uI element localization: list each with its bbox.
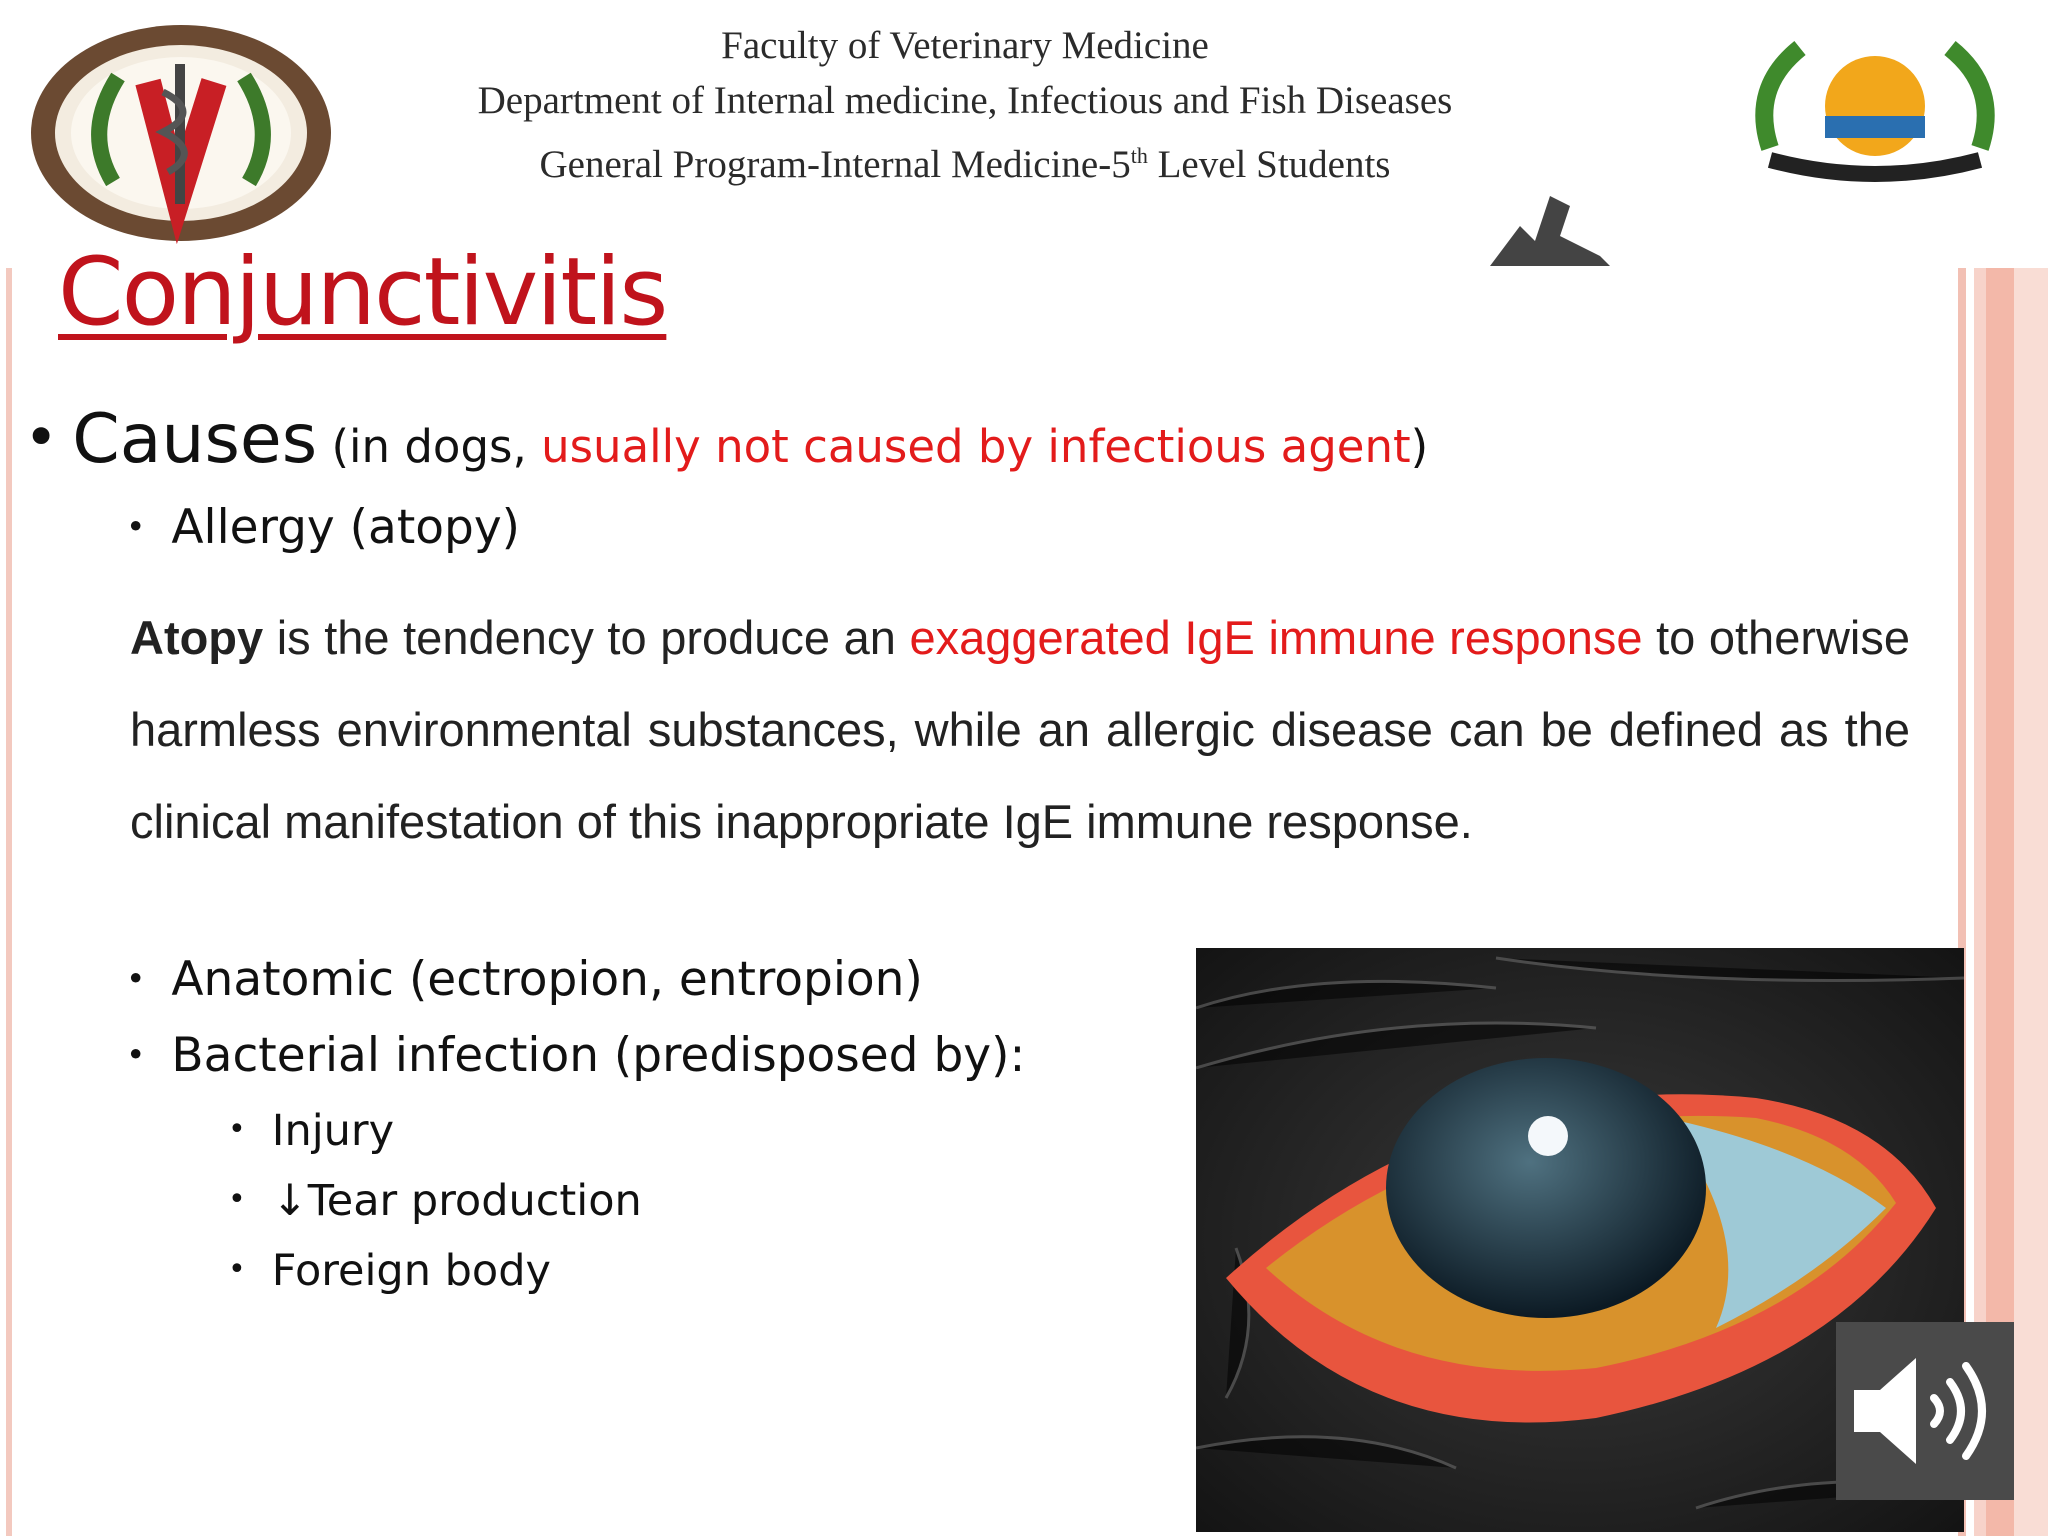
- bullet-icon: •: [24, 403, 59, 472]
- header-department: Department of Internal medicine, Infectious and Fish Diseases: [477, 79, 1453, 122]
- causes-heading: • Causes (in dogs, usually not caused by infectious agent): [24, 400, 1429, 479]
- bullet-icon: •: [126, 507, 146, 546]
- university-logo: [1730, 28, 2020, 198]
- bullet-icon: •: [126, 1035, 146, 1074]
- audio-play-button[interactable]: [1836, 1322, 2014, 1500]
- left-stripe: [6, 268, 12, 1536]
- bullet-icon: •: [228, 1182, 246, 1217]
- partial-graphic: [1480, 196, 1620, 266]
- sub-item-foreign-body: • Foreign body: [228, 1246, 551, 1296]
- faculty-logo: [28, 22, 334, 244]
- slide-title: Conjunctivitis: [58, 238, 667, 347]
- sub-item-injury: • Injury: [228, 1106, 395, 1156]
- sub-item-tear: • ↓Tear production: [228, 1176, 642, 1226]
- header-program: General Program-Internal Medicine-5th Level Students: [539, 143, 1391, 186]
- bullet-icon: •: [126, 959, 146, 998]
- atopy-definition: Atopy is the tendency to produce an exaggerated IgE immune response to otherwise harmless environmental substances, while an allergic disease can be defined as the clinical manifestation of this inappropriate IgE immune response.: [130, 611, 1911, 848]
- list-item-bacterial: • Bacterial infection (predisposed by):: [126, 1028, 1026, 1083]
- header-block: [380, 18, 1550, 192]
- list-item-anatomic: • Anatomic (ectropion, entropion): [126, 952, 923, 1007]
- speaker-icon: [1836, 1322, 2014, 1500]
- bullet-icon: •: [228, 1112, 246, 1147]
- header-faculty: Faculty of Veterinary Medicine: [721, 24, 1209, 67]
- list-item-allergy: • Allergy (atopy): [126, 500, 520, 555]
- bullet-icon: •: [228, 1252, 246, 1287]
